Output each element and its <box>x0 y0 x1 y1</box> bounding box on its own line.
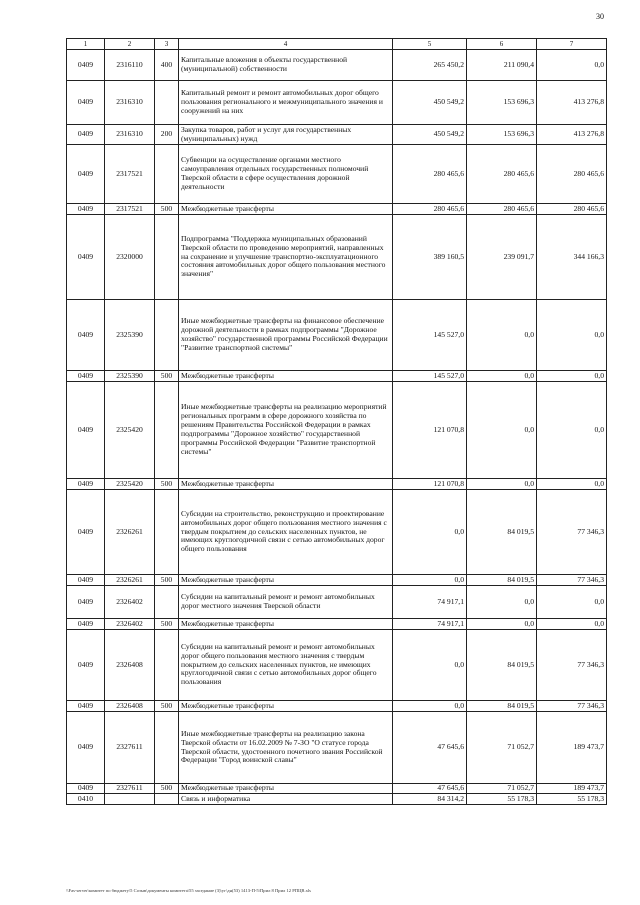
amount-col6-cell: 153 696,3 <box>467 81 537 125</box>
column-header: 7 <box>537 39 607 50</box>
section-code-cell: 0409 <box>67 575 105 586</box>
table-row <box>67 382 607 479</box>
table-row <box>67 479 607 490</box>
amount-col7-cell: 189 473,7 <box>537 784 607 794</box>
amount-col5-cell: 74 917,1 <box>393 619 467 630</box>
section-code-cell: 0409 <box>67 784 105 794</box>
file-path-footer: \\Fas-server\комитет по бюджету\5 Созыв\документы комитета\55 заседание (3)\уг\дн(53) 1413-П-5\Прил 8 Прил 12 РПЦВ.xls <box>66 888 311 893</box>
table-row <box>67 490 607 575</box>
amount-col6-cell: 0,0 <box>467 371 537 382</box>
amount-col7-cell: 77 346,3 <box>537 490 607 575</box>
amount-col6-cell: 0,0 <box>467 300 537 371</box>
article-code-cell: 2326408 <box>105 701 155 712</box>
expense-type-cell: 200 <box>155 125 179 145</box>
section-code-cell: 0409 <box>67 712 105 784</box>
expense-type-cell <box>155 382 179 479</box>
amount-col5-cell: 145 527,0 <box>393 300 467 371</box>
item-name-cell: Иные межбюджетные трансферты на финансовое обеспечение дорожной деятельности в рамках подпрограммы "Дорожное хозяйство" государственной программы Российской Федерации "Развитие транспортной системы" <box>179 300 393 371</box>
section-code-cell: 0409 <box>67 300 105 371</box>
expense-type-cell <box>155 712 179 784</box>
section-code-cell: 0409 <box>67 586 105 619</box>
article-code-cell: 2326402 <box>105 619 155 630</box>
column-header: 1 <box>67 39 105 50</box>
amount-col5-cell: 0,0 <box>393 701 467 712</box>
article-code-cell: 2325420 <box>105 382 155 479</box>
article-code-cell: 2326261 <box>105 575 155 586</box>
amount-col5-cell: 450 549,2 <box>393 81 467 125</box>
article-code-cell: 2326408 <box>105 630 155 701</box>
item-name-cell: Закупка товаров, работ и услуг для государственных (муниципальных) нужд <box>179 125 393 145</box>
table-row <box>67 204 607 215</box>
table-row <box>67 215 607 300</box>
amount-col7-cell: 0,0 <box>537 586 607 619</box>
amount-col7-cell: 77 346,3 <box>537 701 607 712</box>
table-row <box>67 125 607 145</box>
amount-col6-cell: 84 019,5 <box>467 575 537 586</box>
expense-type-cell: 500 <box>155 619 179 630</box>
budget-table <box>66 38 607 805</box>
article-code-cell: 2326261 <box>105 490 155 575</box>
expense-type-cell <box>155 630 179 701</box>
amount-col6-cell: 239 091,7 <box>467 215 537 300</box>
amount-col7-cell: 413 276,8 <box>537 81 607 125</box>
amount-col5-cell: 47 645,6 <box>393 784 467 794</box>
section-code-cell: 0409 <box>67 630 105 701</box>
item-name-cell: Межбюджетные трансферты <box>179 784 393 794</box>
amount-col7-cell: 413 276,8 <box>537 125 607 145</box>
expense-type-cell <box>155 490 179 575</box>
amount-col7-cell: 0,0 <box>537 300 607 371</box>
table-row <box>67 794 607 805</box>
section-code-cell: 0410 <box>67 794 105 805</box>
expense-type-cell: 500 <box>155 371 179 382</box>
amount-col6-cell: 0,0 <box>467 479 537 490</box>
amount-col6-cell: 71 052,7 <box>467 784 537 794</box>
amount-col6-cell: 280 465,6 <box>467 204 537 215</box>
section-code-cell: 0409 <box>67 145 105 204</box>
section-code-cell: 0409 <box>67 204 105 215</box>
item-name-cell: Иные межбюджетные трансферты на реализацию мероприятий региональных программ в сфере дорожного хозяйства по решениям Правительства Российской Федерации в рамках подпрограммы "Дорожное хозяйство" государственной программы Российской Федерации "Развитие транспортной системы" <box>179 382 393 479</box>
article-code-cell: 2325420 <box>105 479 155 490</box>
article-code-cell: 2326402 <box>105 586 155 619</box>
table-row <box>67 630 607 701</box>
amount-col5-cell: 0,0 <box>393 490 467 575</box>
amount-col6-cell: 0,0 <box>467 382 537 479</box>
table-row <box>67 50 607 81</box>
table-row <box>67 81 607 125</box>
amount-col7-cell: 0,0 <box>537 479 607 490</box>
section-code-cell: 0409 <box>67 81 105 125</box>
amount-col6-cell: 84 019,5 <box>467 701 537 712</box>
expense-type-cell <box>155 145 179 204</box>
amount-col5-cell: 280 465,6 <box>393 204 467 215</box>
expense-type-cell: 500 <box>155 204 179 215</box>
amount-col5-cell: 280 465,6 <box>393 145 467 204</box>
amount-col6-cell: 153 696,3 <box>467 125 537 145</box>
item-name-cell: Иные межбюджетные трансферты на реализацию закона Тверской области от 16.02.2009 № 7-ЗО "О статусе города Тверской области, удостоенного почетного звания Российской Федерации "Город воинской славы" <box>179 712 393 784</box>
section-code-cell: 0409 <box>67 701 105 712</box>
article-code-cell: 2325390 <box>105 371 155 382</box>
amount-col7-cell: 77 346,3 <box>537 630 607 701</box>
item-name-cell: Субсидии на капитальный ремонт и ремонт автомобильных дорог общего пользования местного значения с твердым покрытием до сельских населенных пунктов, не имеющих круглогодичной связи с сетью автомобильных дорог общего пользования <box>179 630 393 701</box>
article-code-cell: 2316310 <box>105 81 155 125</box>
amount-col6-cell: 84 019,5 <box>467 490 537 575</box>
article-code-cell: 2325390 <box>105 300 155 371</box>
expense-type-cell <box>155 81 179 125</box>
amount-col7-cell: 55 178,3 <box>537 794 607 805</box>
amount-col6-cell: 280 465,6 <box>467 145 537 204</box>
table-row <box>67 619 607 630</box>
amount-col5-cell: 0,0 <box>393 630 467 701</box>
article-code-cell: 2327611 <box>105 712 155 784</box>
item-name-cell: Субсидии на строительство, реконструкцию и проектирование автомобильных дорог общего пользования местного значения с твердым покрытием до сельских населенных пунктов, не имеющих круглогодичной связи с сетью автомобильных дорог общего пользования <box>179 490 393 575</box>
amount-col7-cell: 189 473,7 <box>537 712 607 784</box>
amount-col6-cell: 84 019,5 <box>467 630 537 701</box>
expense-type-cell: 500 <box>155 575 179 586</box>
article-code-cell: 2327611 <box>105 784 155 794</box>
article-code-cell <box>105 794 155 805</box>
amount-col5-cell: 47 645,6 <box>393 712 467 784</box>
table-row <box>67 371 607 382</box>
section-code-cell: 0409 <box>67 382 105 479</box>
amount-col5-cell: 389 160,5 <box>393 215 467 300</box>
expense-type-cell: 500 <box>155 784 179 794</box>
amount-col5-cell: 84 314,2 <box>393 794 467 805</box>
amount-col5-cell: 265 450,2 <box>393 50 467 81</box>
article-code-cell: 2316310 <box>105 125 155 145</box>
item-name-cell: Связь и информатика <box>179 794 393 805</box>
item-name-cell: Субвенции на осуществление органами местного самоуправления отдельных государственных полномочий Тверской области в сфере осуществления дорожной деятельности <box>179 145 393 204</box>
expense-type-cell: 400 <box>155 50 179 81</box>
article-code-cell: 2317521 <box>105 204 155 215</box>
amount-col6-cell: 55 178,3 <box>467 794 537 805</box>
expense-type-cell <box>155 794 179 805</box>
article-code-cell: 2317521 <box>105 145 155 204</box>
table-row <box>67 300 607 371</box>
amount-col7-cell: 0,0 <box>537 382 607 479</box>
section-code-cell: 0409 <box>67 125 105 145</box>
item-name-cell: Межбюджетные трансферты <box>179 575 393 586</box>
item-name-cell: Межбюджетные трансферты <box>179 371 393 382</box>
section-code-cell: 0409 <box>67 215 105 300</box>
item-name-cell: Субсидии на капитальный ремонт и ремонт автомобильных дорог местного значения Тверской области <box>179 586 393 619</box>
item-name-cell: Межбюджетные трансферты <box>179 479 393 490</box>
expense-type-cell <box>155 300 179 371</box>
item-name-cell: Межбюджетные трансферты <box>179 619 393 630</box>
amount-col7-cell: 280 465,6 <box>537 145 607 204</box>
article-code-cell: 2320000 <box>105 215 155 300</box>
amount-col5-cell: 145 527,0 <box>393 371 467 382</box>
amount-col7-cell: 0,0 <box>537 50 607 81</box>
amount-col7-cell: 77 346,3 <box>537 575 607 586</box>
table-row <box>67 145 607 204</box>
amount-col5-cell: 74 917,1 <box>393 586 467 619</box>
expense-type-cell <box>155 586 179 619</box>
table-row <box>67 712 607 784</box>
amount-col5-cell: 121 070,8 <box>393 382 467 479</box>
amount-col7-cell: 0,0 <box>537 371 607 382</box>
section-code-cell: 0409 <box>67 50 105 81</box>
table-row <box>67 784 607 794</box>
column-header: 2 <box>105 39 155 50</box>
page-number: 30 <box>596 12 604 21</box>
expense-type-cell: 500 <box>155 701 179 712</box>
section-code-cell: 0409 <box>67 479 105 490</box>
amount-col6-cell: 0,0 <box>467 619 537 630</box>
item-name-cell: Подпрограмма "Поддержка муниципальных образований Тверской области по проведению мероприятий, направленных на сохранение и улучшение транспортно-эксплуатационного состояния автомобильных дорог общего пользования местного значения" <box>179 215 393 300</box>
section-code-cell: 0409 <box>67 619 105 630</box>
amount-col5-cell: 0,0 <box>393 575 467 586</box>
amount-col7-cell: 0,0 <box>537 619 607 630</box>
amount-col5-cell: 450 549,2 <box>393 125 467 145</box>
amount-col6-cell: 0,0 <box>467 586 537 619</box>
section-code-cell: 0409 <box>67 371 105 382</box>
amount-col7-cell: 344 166,3 <box>537 215 607 300</box>
section-code-cell: 0409 <box>67 490 105 575</box>
table-row <box>67 575 607 586</box>
column-header: 5 <box>393 39 467 50</box>
column-header: 4 <box>179 39 393 50</box>
amount-col5-cell: 121 070,8 <box>393 479 467 490</box>
expense-type-cell <box>155 215 179 300</box>
table-body <box>67 50 607 805</box>
item-name-cell: Капитальный ремонт и ремонт автомобильных дорог общего пользования регионального и межмуниципального значения и сооружений на них <box>179 81 393 125</box>
table-row <box>67 701 607 712</box>
table-row <box>67 586 607 619</box>
article-code-cell: 2316110 <box>105 50 155 81</box>
amount-col7-cell: 280 465,6 <box>537 204 607 215</box>
amount-col6-cell: 211 090,4 <box>467 50 537 81</box>
column-header: 6 <box>467 39 537 50</box>
column-header: 3 <box>155 39 179 50</box>
expense-type-cell: 500 <box>155 479 179 490</box>
item-name-cell: Межбюджетные трансферты <box>179 204 393 215</box>
item-name-cell: Межбюджетные трансферты <box>179 701 393 712</box>
item-name-cell: Капитальные вложения в объекты государственной (муниципальной) собственности <box>179 50 393 81</box>
amount-col6-cell: 71 052,7 <box>467 712 537 784</box>
table-header-row <box>67 39 607 50</box>
